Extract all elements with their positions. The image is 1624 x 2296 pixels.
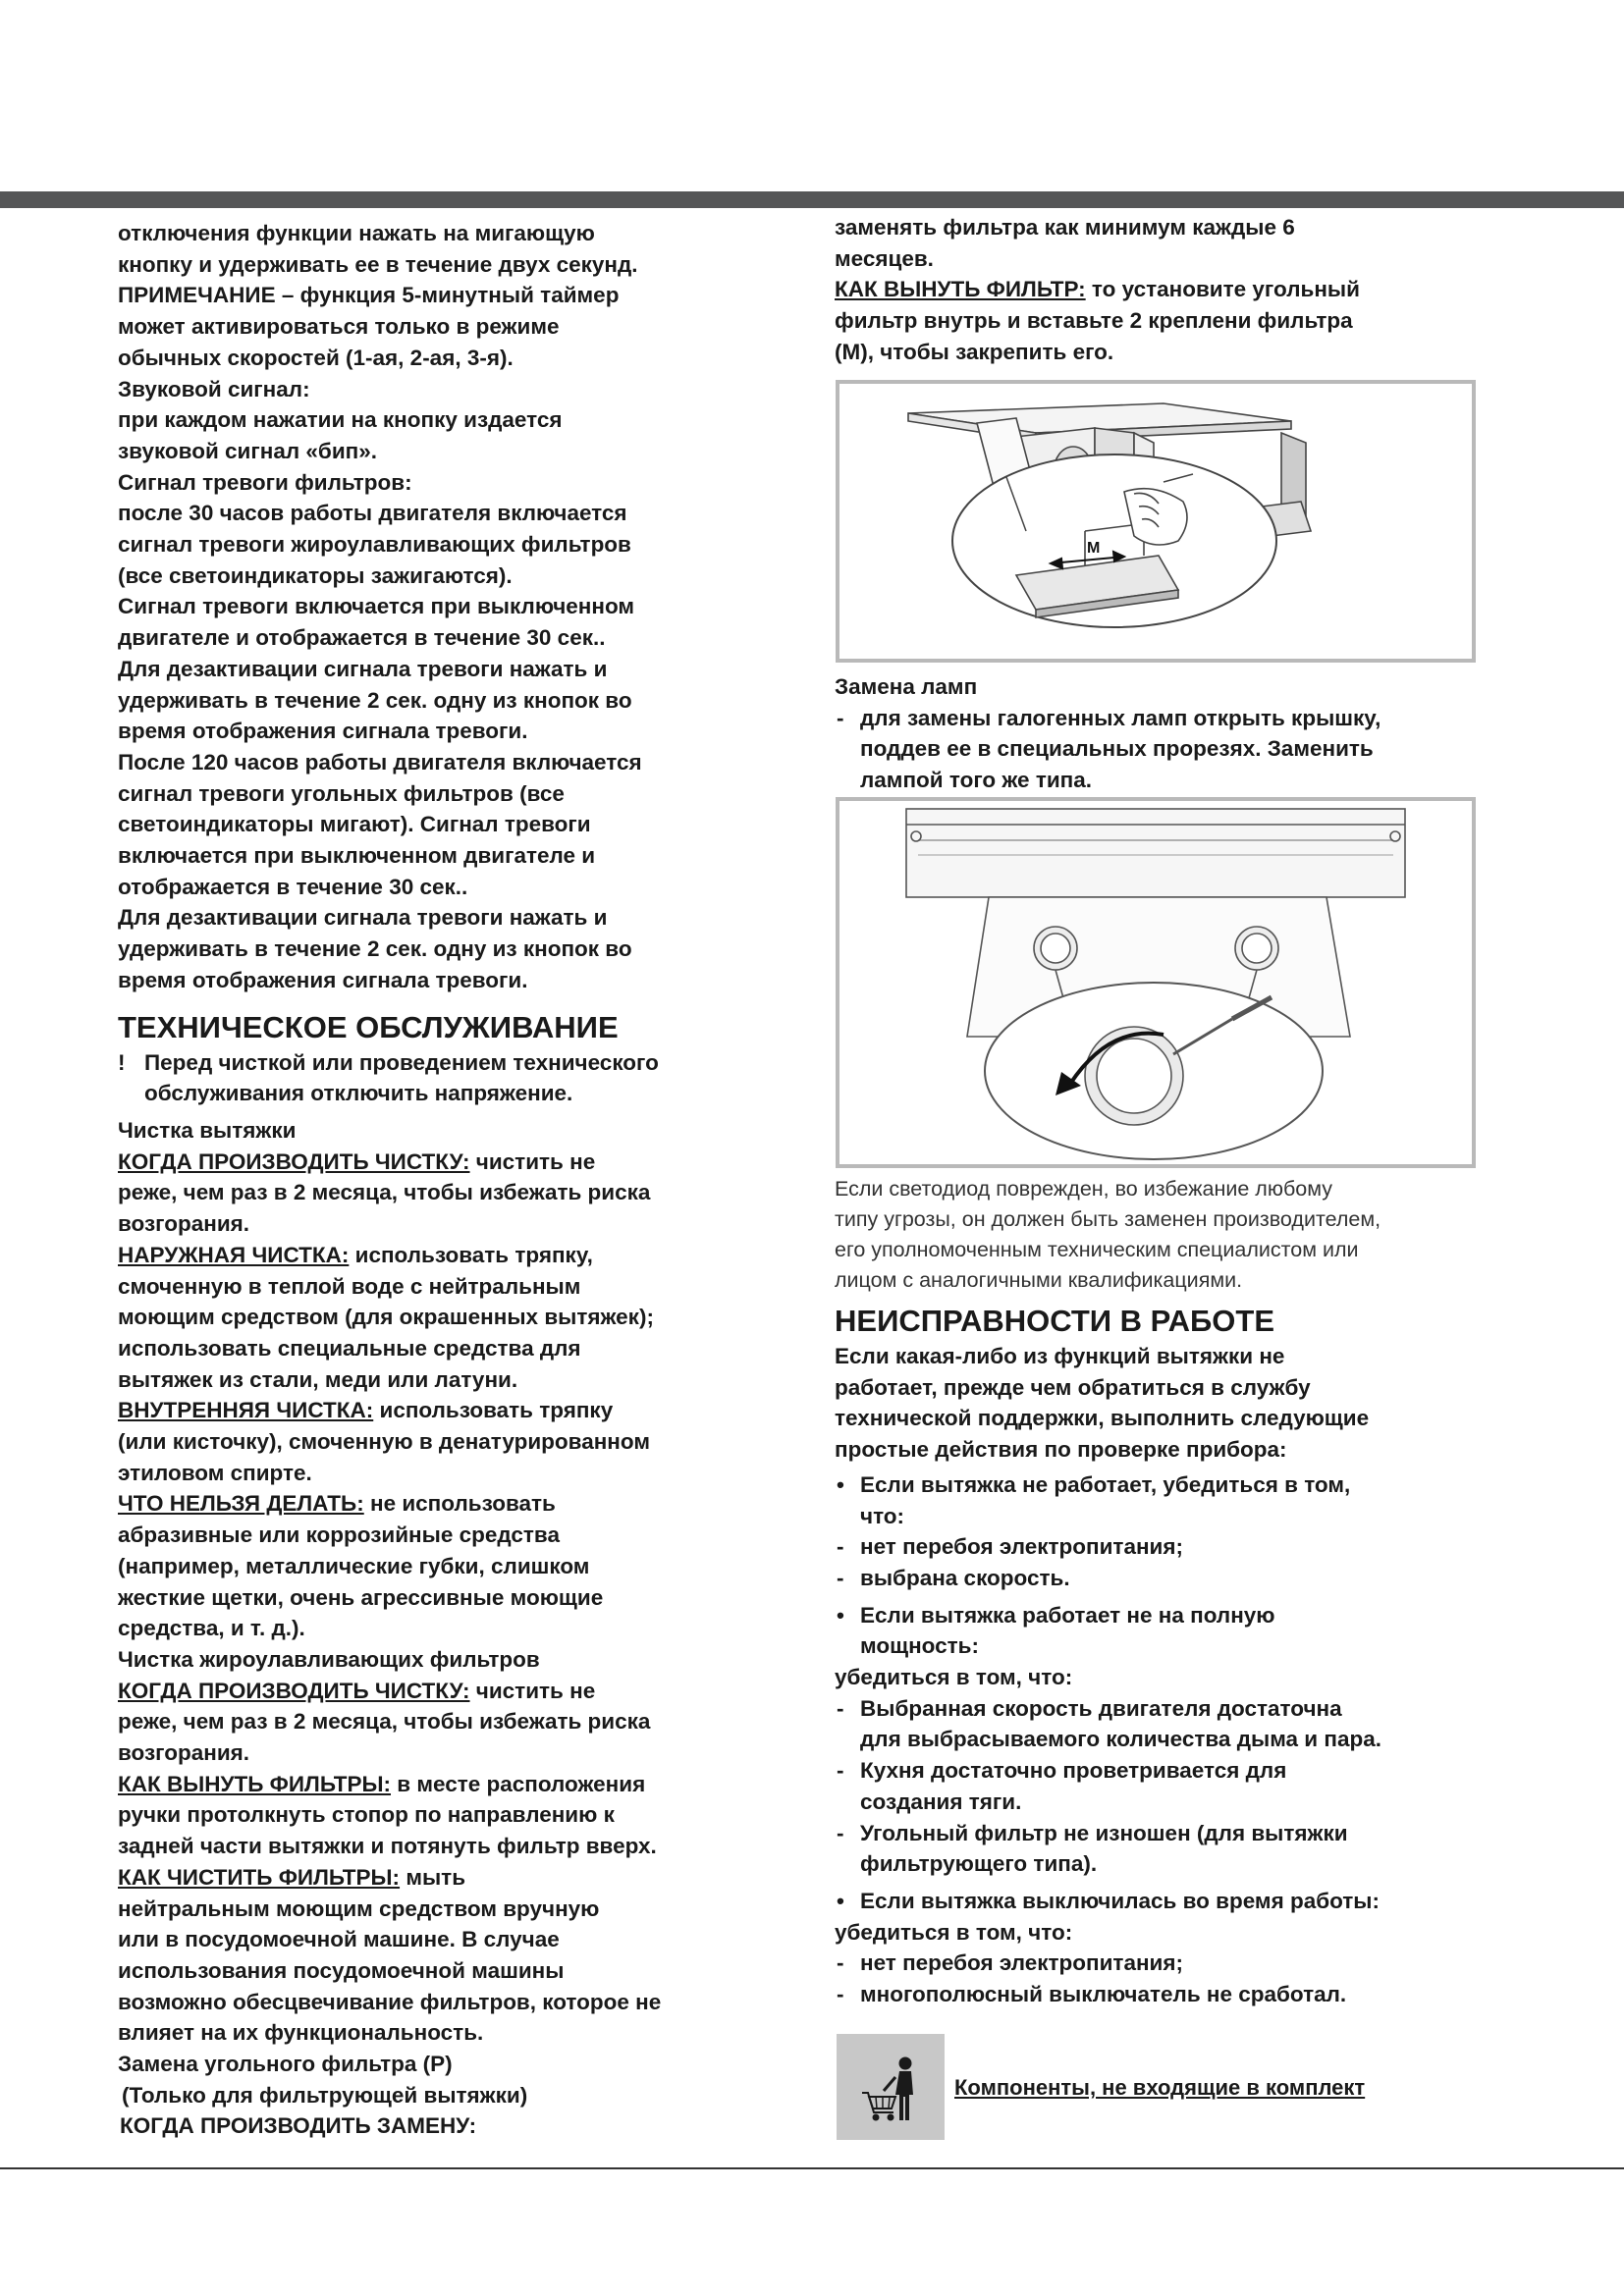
text-line: светоиндикаторы мигают). Сигнал тревоги bbox=[118, 812, 591, 837]
text-line: ВНУТРЕННЯЯ ЧИСТКА: использовать тряпку bbox=[118, 1398, 614, 1423]
list-item: - нет перебоя электропитания; bbox=[837, 1534, 1184, 1560]
components-note: Компоненты, не входящие в комплект bbox=[954, 2075, 1366, 2100]
text-line: этиловом спирте. bbox=[118, 1460, 312, 1485]
warning-line: ! Перед чисткой или проведением технического bbox=[118, 1047, 756, 1079]
text-line: (M), чтобы закрепить его. bbox=[835, 339, 1114, 364]
text-line: использовать специальные средства для bbox=[118, 1335, 581, 1361]
text-line: (все светоиндикаторы зажигаются). bbox=[118, 562, 513, 588]
led-note-line: типу угрозы, он должен быть заменен производителем, bbox=[835, 1207, 1381, 1231]
text-line: КОГДА ПРОИЗВОДИТЬ ЧИСТКУ: чистить не bbox=[118, 1678, 596, 1703]
figure-carbon-filter bbox=[836, 380, 1476, 663]
text-line: реже, чем раз в 2 месяца, чтобы избежать риска bbox=[118, 1709, 651, 1735]
shopping-cart-icon bbox=[837, 2034, 945, 2140]
text-line: заменять фильтра как минимум каждые 6 bbox=[835, 215, 1295, 240]
text-line: КОГДА ПРОИЗВОДИТЬ ЗАМЕНУ: bbox=[120, 2113, 477, 2139]
text-line: средства, и т. д.). bbox=[118, 1616, 305, 1641]
bullet-item: • Если вытяжка выключилась во время работы: bbox=[837, 1888, 1380, 1913]
list-item: - многополюсный выключатель не сработал. bbox=[837, 1982, 1347, 2007]
list-item: лампой того же типа. bbox=[860, 768, 1093, 793]
text-line: абразивные или коррозийные средства bbox=[118, 1522, 560, 1548]
text-line: сигнал тревоги угольных фильтров (все bbox=[118, 780, 565, 806]
text-line: КОГДА ПРОИЗВОДИТЬ ЧИСТКУ: чистить не bbox=[118, 1148, 596, 1174]
lamp-heading: Замена ламп bbox=[835, 674, 978, 699]
text-line: звуковой сигнал «бип». bbox=[118, 438, 378, 463]
right-column-top bbox=[835, 212, 1483, 368]
figure-lamp-replacement bbox=[836, 797, 1476, 1168]
subheading-carbon-filter: Замена угольного фильтра (P) bbox=[118, 2052, 453, 2077]
text-line: фильтр внутрь и вставьте 2 креплени фильтра bbox=[835, 308, 1353, 334]
subheading-filter-alarm: Сигнал тревоги фильтров: bbox=[118, 469, 412, 495]
text-line: реже, чем раз в 2 месяца, чтобы избежать риска bbox=[118, 1180, 651, 1205]
text-line: отображается в течение 30 сек.. bbox=[118, 874, 468, 899]
text-line: технической поддержки, выполнить следующие bbox=[835, 1406, 1370, 1431]
bullet-item: • Если вытяжка работает не на полную bbox=[837, 1602, 1275, 1628]
faults-heading: НЕИСПРАВНОСТИ В РАБОТЕ bbox=[835, 1304, 1275, 1338]
list-item: - Угольный фильтр не изношен (для вытяжки bbox=[837, 1820, 1348, 1845]
text-line: Для дезактивации сигнала тревоги нажать и bbox=[118, 656, 608, 681]
text-line: месяцев. bbox=[835, 245, 934, 271]
text-line: КАК ВЫНУТЬ ФИЛЬТРЫ: в месте расположения bbox=[118, 1771, 646, 1796]
text-line: время отображения сигнала тревоги. bbox=[118, 719, 528, 744]
maintenance-heading: ТЕХНИЧЕСКОЕ ОБСЛУЖИВАНИЕ bbox=[118, 1009, 619, 1044]
text-line: нейтральным моющим средством вручную bbox=[118, 1896, 600, 1921]
bullet-item: мощность: bbox=[860, 1633, 979, 1659]
lamp-section bbox=[835, 671, 1483, 796]
list-item: - выбрана скорость. bbox=[837, 1565, 1070, 1590]
right-column-bottom bbox=[835, 1174, 1483, 2010]
subheading-hood-cleaning: Чистка вытяжки bbox=[118, 1117, 297, 1143]
text-line: сигнал тревоги жироулавливающих фильтров bbox=[118, 532, 631, 558]
text-line: КАК ВЫНУТЬ ФИЛЬТР: то установите угольный bbox=[835, 277, 1360, 302]
text-line: при каждом нажатии на кнопку издается bbox=[118, 407, 563, 433]
bullet-item: что: bbox=[860, 1503, 905, 1528]
text-line: использования посудомоечной машины bbox=[118, 1957, 565, 1983]
led-note-line: Если светодиод поврежден, во избежание любому bbox=[835, 1177, 1332, 1201]
subheading-sound: Звуковой сигнал: bbox=[118, 376, 310, 401]
text-line: Сигнал тревоги включается при выключенном bbox=[118, 594, 635, 619]
text-line: простые действия по проверке прибора: bbox=[835, 1437, 1287, 1463]
text-line: Для дезактивации сигнала тревоги нажать и bbox=[118, 905, 608, 931]
list-item: - Выбранная скорость двигателя достаточна bbox=[837, 1695, 1342, 1721]
text-line: смоченную в теплой воде с нейтральным bbox=[118, 1273, 581, 1299]
list-item: фильтрующего типа). bbox=[860, 1851, 1098, 1877]
warning-mark: ! bbox=[118, 1049, 126, 1075]
text-line: возгорания. bbox=[118, 1211, 250, 1237]
text-line: возгорания. bbox=[118, 1740, 250, 1766]
text-line: включается при выключенном двигателе и bbox=[118, 843, 596, 869]
footer-divider bbox=[0, 2167, 1624, 2169]
text-line: моющим средством (для окрашенных вытяжек); bbox=[118, 1305, 654, 1330]
text-line: НАРУЖНАЯ ЧИСТКА: использовать тряпку, bbox=[118, 1242, 593, 1267]
text-line: (например, металлические губки, слишком bbox=[118, 1553, 590, 1578]
note-line: ПРИМЕЧАНИЕ – функция 5-минутный таймер bbox=[118, 283, 620, 308]
text-line: возможно обесцвечивание фильтров, которое не bbox=[118, 1989, 662, 2014]
carbon-filter-illustration bbox=[839, 384, 1472, 659]
led-note-line: лицом с аналогичными квалификациями. bbox=[835, 1268, 1243, 1292]
text-line: убедиться в том, что: bbox=[835, 1665, 1073, 1690]
left-column bbox=[118, 218, 756, 2142]
text-line: удерживать в течение 2 сек. одну из кнопок во bbox=[118, 936, 632, 962]
text-line: убедиться в том, что: bbox=[835, 1919, 1073, 1945]
list-item: создания тяги. bbox=[860, 1789, 1022, 1814]
text-line: обычных скоростей (1-ая, 2-ая, 3-я). bbox=[118, 345, 514, 370]
lamp-illustration bbox=[839, 801, 1472, 1164]
text-line: задней части вытяжки и потянуть фильтр вверх. bbox=[118, 1834, 657, 1859]
text-line: удерживать в течение 2 сек. одну из кнопок во bbox=[118, 687, 632, 713]
led-note-line: его уполномоченным техническим специалистом или bbox=[835, 1238, 1359, 1261]
text-line: может активироваться только в режиме bbox=[118, 314, 560, 340]
text-line: влияет на их функциональность. bbox=[118, 2020, 484, 2046]
bullet-item: • Если вытяжка не работает, убедиться в том, bbox=[837, 1471, 1351, 1497]
text-line: кнопку и удерживать ее в течение двух секунд. bbox=[118, 251, 638, 277]
filter-clip-label: M bbox=[1087, 540, 1101, 557]
warning-line: обслуживания отключить напряжение. bbox=[144, 1081, 573, 1106]
text-line: после 30 часов работы двигателя включается bbox=[118, 501, 627, 526]
text-line: жесткие щетки, очень агрессивные моющие bbox=[118, 1584, 604, 1610]
text-line: (Только для фильтрующей вытяжки) bbox=[122, 2082, 528, 2108]
text-line: КАК ЧИСТИТЬ ФИЛЬТРЫ: мыть bbox=[118, 1864, 466, 1890]
list-item: - Кухня достаточно проветривается для bbox=[837, 1758, 1287, 1784]
text-line: После 120 часов работы двигателя включается bbox=[118, 749, 642, 774]
header-bar bbox=[0, 191, 1624, 208]
list-item: для выбрасываемого количества дыма и пара. bbox=[860, 1727, 1382, 1752]
list-item: - нет перебоя электропитания; bbox=[837, 1950, 1184, 1976]
text-line: (или кисточку), смоченную в денатурированном bbox=[118, 1429, 650, 1455]
subheading-grease-filters: Чистка жироулавливающих фильтров bbox=[118, 1646, 540, 1672]
text-line: или в посудомоечной машине. В случае bbox=[118, 1927, 560, 1952]
text-line: ручки протолкнуть стопор по направлению к bbox=[118, 1802, 615, 1828]
text-line: время отображения сигнала тревоги. bbox=[118, 967, 528, 992]
text-line: работает, прежде чем обратиться в службу bbox=[835, 1374, 1311, 1400]
list-item: поддев ее в специальных прорезях. Заменить bbox=[860, 736, 1374, 762]
text-line: Если какая-либо из функций вытяжки не bbox=[835, 1344, 1285, 1368]
text-line: вытяжек из стали, меди или латуни. bbox=[118, 1366, 518, 1392]
text-line: отключения функции нажать на мигающую bbox=[118, 221, 595, 245]
text-line: двигателе и отображается в течение 30 сек.. bbox=[118, 625, 606, 651]
text-line: ЧТО НЕЛЬЗЯ ДЕЛАТЬ: не использовать bbox=[118, 1491, 556, 1517]
list-item: - для замены галогенных ламп открыть крышку, bbox=[837, 705, 1381, 730]
